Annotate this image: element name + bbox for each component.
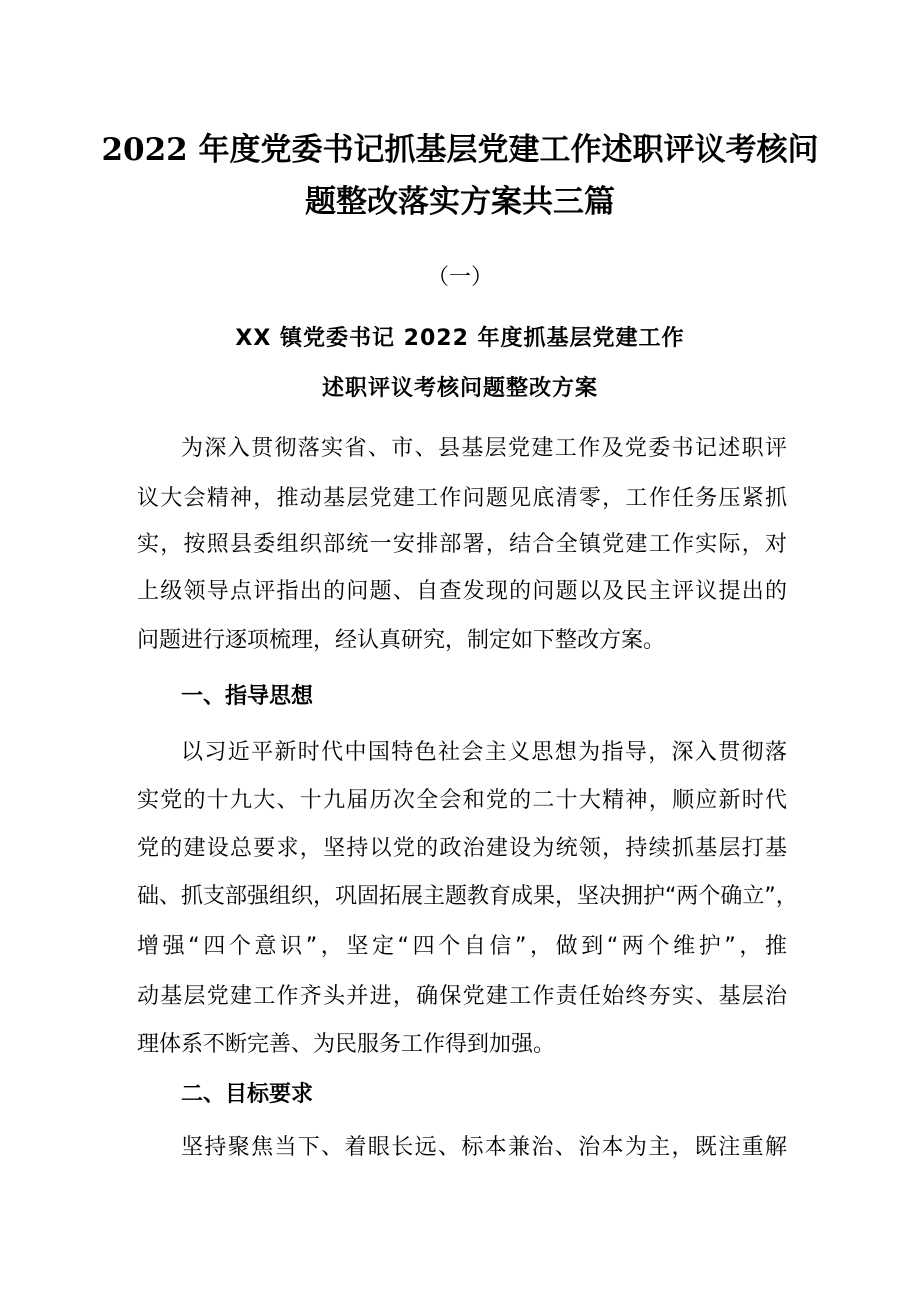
intro-paragraph-line: 实，按照县委组织部统一安排部署，结合全镇党建工作实际，对 xyxy=(137,532,787,557)
section1-paragraph-line: 理体系不断完善、为民服务工作得到加强。 xyxy=(137,1032,556,1057)
section2-paragraph-line: 坚持聚焦当下、着眼长远、标本兼治、治本为主，既注重解 xyxy=(181,1135,787,1160)
intro-paragraph-line: 问题进行逐项梳理，经认真研究，制定如下整改方案。 xyxy=(137,628,666,653)
section1-paragraph-line: 础、抓支部强组织，巩固拓展主题教育成果，坚决拥护“两个确立”， xyxy=(137,884,798,909)
section-heading-goals: 二、目标要求 xyxy=(181,1082,314,1107)
section1-paragraph-line: 以习近平新时代中国特色社会主义思想为指导，深入贯彻落 xyxy=(181,740,787,765)
document-title-line-1: 2022 年度党委书记抓基层党建工作述职评议考核问 xyxy=(101,132,819,168)
section1-paragraph-line: 党的建设总要求，坚持以党的政治建设为统领，持续抓基层打基 xyxy=(137,836,787,861)
document-title-line-2: 题整改落实方案共三篇 xyxy=(305,184,615,220)
subtitle-line-1: XX 镇党委书记 2022 年度抓基层党建工作 xyxy=(235,326,685,351)
section1-paragraph-line: 动基层党建工作齐头并进，确保党建工作责任始终夯实、基层治 xyxy=(137,984,787,1009)
section-heading-guiding-ideology: 一、指导思想 xyxy=(181,684,314,709)
intro-paragraph-line: 上级领导点评指出的问题、自查发现的问题以及民主评议提出的 xyxy=(137,579,787,604)
section1-paragraph-line: 实党的十九大、十九届历次全会和党的二十大精神，顺应新时代 xyxy=(137,788,787,813)
section1-paragraph-line: 增强“四个意识”，坚定“四个自信”，做到“两个维护”，推 xyxy=(137,934,787,959)
intro-paragraph-line: 为深入贯彻落实省、市、县基层党建工作及党委书记述职评 xyxy=(181,436,787,461)
intro-paragraph-line: 议大会精神，推动基层党建工作问题见底清零，工作任务压紧抓 xyxy=(137,486,787,511)
subtitle-line-2: 述职评议考核问题整改方案 xyxy=(321,376,598,401)
part-label: （一） xyxy=(426,265,493,290)
